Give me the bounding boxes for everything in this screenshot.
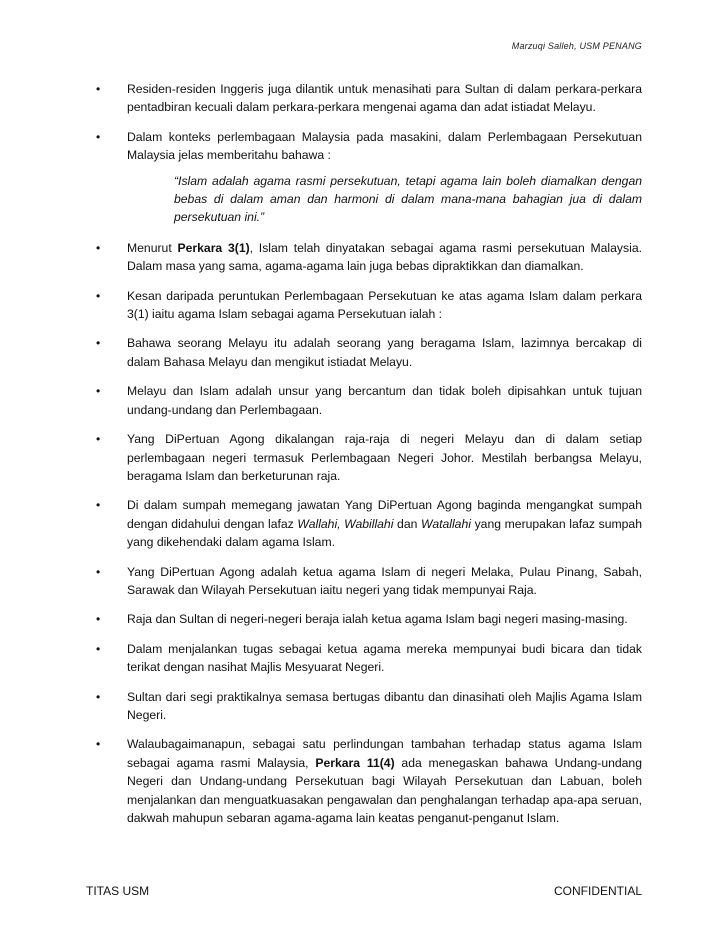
list-item [92,128,642,165]
list-item [92,382,642,419]
list-item-text: Yang DiPertuan Agong adalah ketua agama Islam di negeri Melaka, Pulau Pinang, Sabah, Sarawak dan Wilayah Persekutuan iaitu negeri yang tidak mempunyai Raja. [127,564,642,597]
list-item-text: Kesan daripada peruntukan Perlembagaan Persekutuan ke atas agama Islam dalam perkara 3(1) iaitu agama Islam sebagai agama Persekutuan ialah : [127,288,642,322]
list-item-text [127,735,642,827]
list-item-text: Bahawa seorang Melayu itu adalah seorang yang beragama Islam, lazimnya bercakap di dalam Bahasa Melayu dan mengikut istiadat Melayu. [127,336,642,369]
bullet-icon: • [96,737,101,752]
list-item [92,496,642,551]
list-item [92,287,642,324]
article-reference: Perkara 3(1) [177,240,250,255]
bullet-icon: • [96,641,101,656]
list-item [92,430,642,485]
text-run: ada menegaskan bahawa Undang-undang Negeri dan Undang-undang Persekutuan bagi Wilayah Persekutuan dan Labuan, boleh menjalankan dan menguatkuasakan pengawalan dan penghalangan terhadap apa-apa seruan, dakwah mahupun sebaran agama-agama lain keatas penganut-penganut Islam. [127,755,642,825]
list-item-text: Residen-residen Inggeris juga dilantik untuk menasihati para Sultan di dalam perkara-perkara pentadbiran kecuali dalam perkara-perkara mengenai agama dan adat istiadat Melayu. [127,82,642,115]
oath-words: Wallahi, Wabillahi [297,516,394,531]
list-item-text: Dalam menjalankan tugas sebagai ketua agama mereka mempunyai budi bicara dan tidak terikat dengan nasihat Majlis Mesyuarat Negeri. [127,641,642,675]
list-item [92,563,642,600]
bullet-icon: • [96,612,101,627]
list-item [92,610,642,628]
bullet-icon: • [96,240,101,255]
list-item [92,80,642,117]
block-quote: “Islam adalah agama rasmi persekutuan, tetapi agama lain boleh diamalkan dengan bebas di dalam aman dan harmoni di dalam mana-mana bahagian jua di dalam persekutuan ini.” [174,173,642,225]
list-item [92,640,642,677]
bullet-icon: • [96,384,101,399]
bullet-icon: • [96,82,101,96]
list-item [92,239,642,276]
list-item [92,688,642,725]
list-item-text: Yang DiPertuan Agong dikalangan raja-raja di negeri Melayu dan di dalam setiap perlembagaan negeri termasuk Perlembagaan Negeri Johor. Mestilah berbangsa Melayu, beragama Islam dan berketurunan raja. [127,432,642,483]
footer-left-label: TITAS USM [86,884,150,898]
list-item-text [127,239,642,276]
text-run: Walaubagaimanapun, sebagai satu perlindungan tambahan terhadap status agama Islam sebagai agama rasmi Malaysia, [127,737,642,770]
bullet-icon: • [96,498,101,513]
bullet-icon: • [96,689,101,704]
page-header-author: Marzuqi Salleh, USM PENANG [511,41,642,51]
bullet-icon: • [96,564,101,579]
text-run: yang merupakan lafaz sumpah yang dikehendaki dalam agama Islam. [127,516,642,550]
text-run: dan [393,516,422,531]
list-item [92,334,642,371]
footer-right-label: CONFIDENTIAL [553,884,642,898]
text-run: , Islam telah dinyatakan sebagai agama rasmi persekutuan Malaysia. Dalam masa yang sama, agama-agama lain juga bebas dipraktikkan dan diamalkan. [127,240,642,274]
list-item-text: Dalam konteks perlembagaan Malaysia pada masakini, dalam Perlembagaan Persekutuan Malaysia jelas memberitahu bahawa : [127,129,642,163]
list-item-text: Melayu dan Islam adalah unsur yang bercantum dan tidak boleh dipisahkan untuk tujuan undang-undang dan Perlembagaan. [127,384,642,417]
bullet-icon: • [96,336,101,351]
list-item-text: Raja dan Sultan di negeri-negeri beraja ialah ketua agama Islam bagi negeri masing-masing. [127,612,628,627]
document-body [92,80,642,838]
text-run: Menurut [127,240,178,255]
list-item-text: Sultan dari segi praktikalnya semasa bertugas dibantu dan dinasihati oleh Majlis Agama Islam Negeri. [127,689,642,722]
oath-word: Watallahi [421,516,471,531]
bullet-icon: • [96,129,101,144]
article-reference: Perkara 11(4) [315,755,395,770]
list-item-text [127,496,642,551]
bullet-icon: • [96,288,101,303]
list-item [92,735,642,827]
text-run: Di dalam sumpah memegang jawatan Yang DiPertuan Agong baginda mengangkat sumpah dengan didahului dengan lafaz [127,498,642,531]
bullet-icon: • [96,432,101,447]
